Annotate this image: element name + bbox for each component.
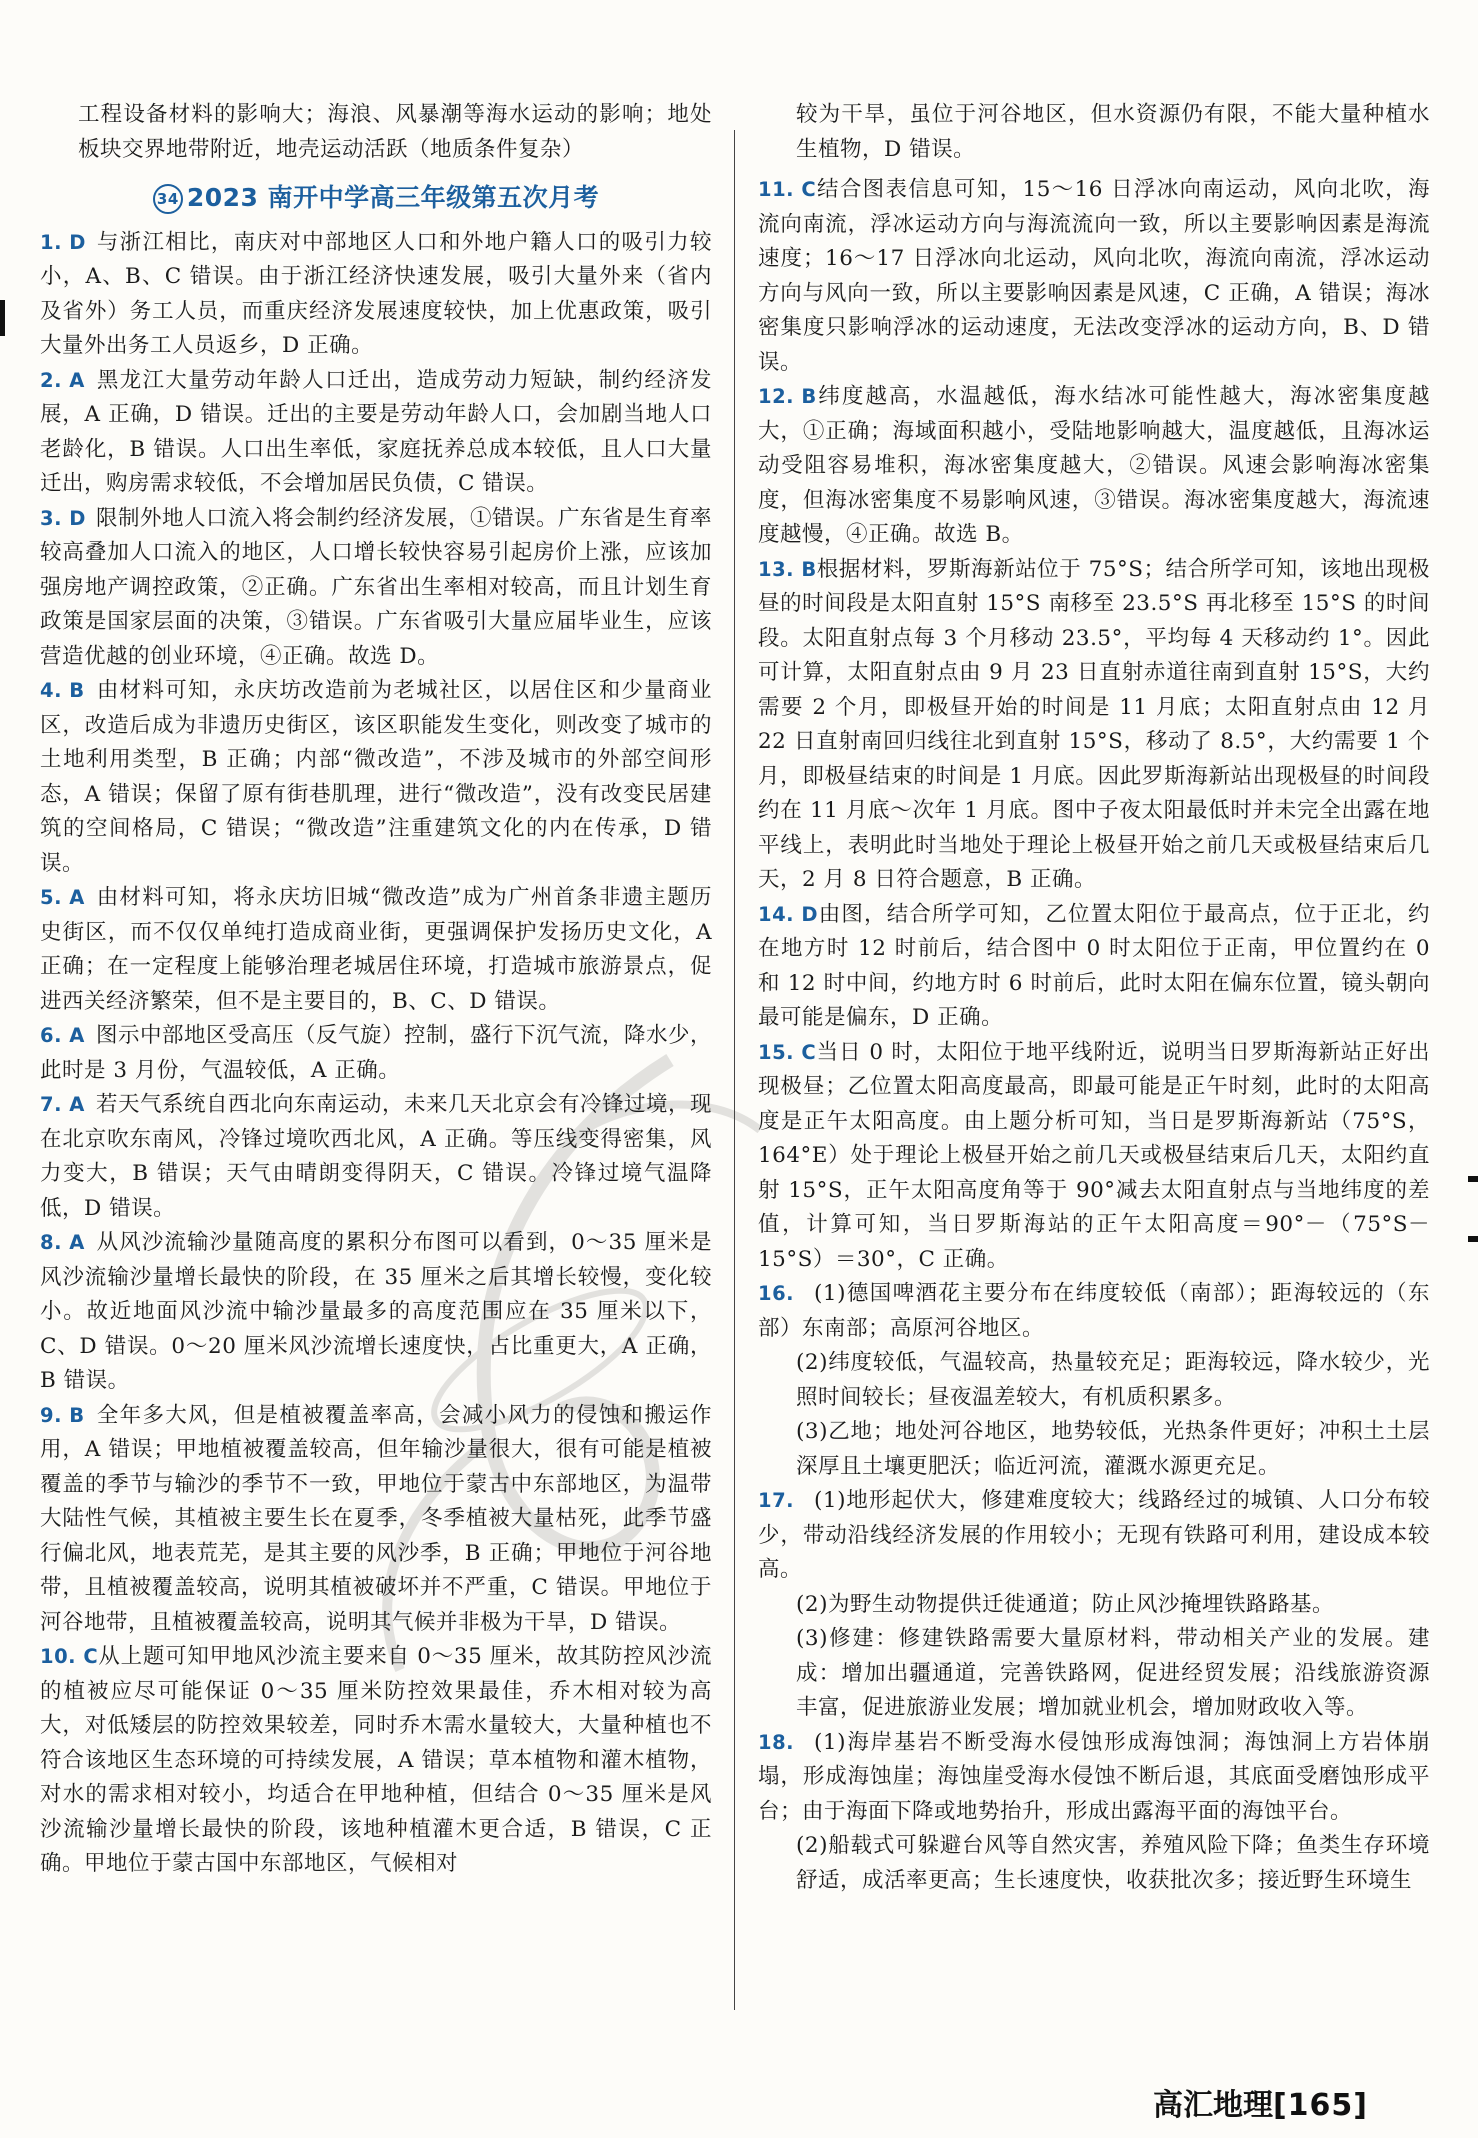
page-footer bbox=[1153, 2080, 1368, 2124]
answer-item bbox=[40, 364, 712, 502]
answer-tag: 10. C bbox=[40, 1645, 99, 1668]
answer-item bbox=[40, 1399, 712, 1641]
answer-tag: 6. A bbox=[40, 1024, 85, 1047]
answer-text: (1)海岸基岩不断受海水侵蚀形成海蚀洞；海蚀洞上方岩体崩塌，形成海蚀崖；海蚀崖受海水侵蚀不断后退，其底面受磨蚀形成平台；由于海面下降或地势抬升，形成出露海平面的海蚀平台。 bbox=[758, 1729, 1430, 1824]
answer-tag: 4. B bbox=[40, 679, 85, 702]
answer-text: 由图，结合所学可知，乙位置太阳位于最高点，位于正北，约在地方时 12 时前后，结合图中 0 时太阳位于正南，甲位置约在 0 和 12 时中间，约地方时 6 时前后，此时太阳在偏东位置，镜头朝向最可能是偏东，D 正确。 bbox=[758, 901, 1430, 1030]
answer-tag: 11. C bbox=[758, 178, 817, 201]
footer-book-label: 高汇地理 bbox=[1152, 2088, 1273, 2123]
answer-item bbox=[40, 1640, 712, 1882]
answer-subpart: (2)为野生动物提供迁徙通道；防止风沙掩埋铁路路基。 bbox=[796, 1591, 1334, 1617]
answer-item bbox=[40, 881, 712, 1019]
scan-edge-mark bbox=[1468, 1176, 1478, 1182]
answer-item bbox=[40, 1019, 712, 1088]
right-column bbox=[758, 98, 1430, 1898]
answer-item bbox=[758, 898, 1430, 1036]
right-intro-text: 较为干旱，虽位于河谷地区，但水资源仍有限，不能大量种植水生植物，D 错误。 bbox=[796, 102, 1430, 162]
left-column bbox=[40, 98, 712, 1882]
section-number-badge: 34 bbox=[153, 184, 183, 214]
answer-item bbox=[40, 1226, 712, 1399]
section-title bbox=[40, 181, 712, 216]
scan-edge-mark bbox=[1468, 1236, 1478, 1242]
scan-edge-mark bbox=[0, 300, 5, 336]
answer-tag: 7. A bbox=[40, 1093, 85, 1116]
answer-text: 由材料可知，将永庆坊旧城“微改造”成为广州首条非遗主题历史街区，而不仅仅单纯打造成商业街，更强调保护发扬历史文化，A 正确；在一定程度上能够治理老城居住环境，打造城市旅游景点，促进西关经济繁荣，但不是主要目的，B、C、D 错误。 bbox=[40, 885, 712, 1014]
answer-item bbox=[40, 226, 712, 364]
answer-subpart: (3)修建：修建铁路需要大量原材料，带动相关产业的发展。建成：增加出疆通道，完善铁路网，促进经贸发展；沿线旅游资源丰富，促进旅游业发展；增加就业机会，增加财政收入等。 bbox=[796, 1626, 1430, 1720]
column-divider bbox=[734, 130, 735, 2010]
answer-text: (1)地形起伏大，修建难度较大；线路经过的城镇、人口分布较少，带动沿线经济发展的作用较小；无现有铁路可利用，建设成本较高。 bbox=[758, 1488, 1430, 1582]
answer-text: 根据材料，罗斯海新站位于 75°S；结合所学可知，该地出现极昼的时间段是太阳直射 15°S 南移至 23.5°S 再北移至 15°S 的时间段。太阳直射点每 3 个月移动 23.5°，平均每 4 天移动约 1°。因此可计算，太阳直射点由 9 月 23 日直射赤道往南到直射 15°S，大约需要 2 个月，即极昼开始的时间是 11 月底；太阳直射点由 12 月 22 日直射南回归线往北到直射 15°S，移动了 8.5°，大约需要 1 个月，即极昼结束的时间是 1 月底。因此罗斯海新站出现极昼的时间段约在 11 月底～次年 1 月底。图中子夜太阳最低时并未完全出露在地平线上，表明此时当地处于理论上极昼开始之前几天或极昼结束后几天，2 月 8 日符合题意，B 正确。 bbox=[758, 556, 1430, 892]
answer-item bbox=[758, 1484, 1430, 1726]
answer-item bbox=[758, 553, 1430, 898]
answer-item bbox=[40, 1088, 712, 1226]
answer-text: 图示中部地区受高压（反气旋）控制，盛行下沉气流，降水少，此时是 3 月份，气温较低，A 正确。 bbox=[40, 1023, 713, 1083]
answer-subpart: (3)乙地；地处河谷地区，地势较低，光热条件更好；冲积土土层深厚且土壤更肥沃；临近河流，灌溉水源更充足。 bbox=[796, 1419, 1430, 1479]
answer-subpart: (2)船载式可躲避台风等自然灾害，养殖风险下降；鱼类生存环境舒适，成活率更高；生长速度快，收获批次多；接近野生环境生 bbox=[796, 1833, 1430, 1893]
answer-tag: 8. A bbox=[40, 1231, 85, 1254]
left-intro-text: 工程设备材料的影响大；海浪、风暴潮等海水运动的影响；地处板块交界地带附近，地壳运动活跃（地质条件复杂） bbox=[78, 102, 712, 162]
answer-tag: 9. B bbox=[40, 1403, 85, 1427]
answer-tag: 5. A bbox=[40, 886, 85, 909]
answer-subpart: (2)纬度较低，气温较高，热量较充足；距海较远，降水较少，光照时间较长；昼夜温差较大，有机质积累多。 bbox=[796, 1350, 1430, 1410]
page-number: [165] bbox=[1272, 2088, 1368, 2123]
answer-item bbox=[40, 674, 712, 881]
answer-text: 从上题可知甲地风沙流主要来自 0～35 厘米，故其防控风沙流的植被应尽可能保证 0～35 厘米防控效果最佳，乔木相对较为高大，对低矮层的防控效果较差，同时乔木需水量较大，大量种植也不符合该地区生态环境的可持续发展，A 错误；草本植物和灌木植物，对水的需求相对较小，均适合在甲地种植，但结合 0～35 厘米是风沙流输沙量增长最快的阶段，该地种植灌木更合适，B 错误，C 正确。甲地位于蒙古国中东部地区，气候相对 bbox=[40, 1644, 712, 1876]
section-title-text: 2023 南开中学高三年级第五次月考 bbox=[186, 183, 600, 212]
answer-text: 若天气系统自西北向东南运动，未来几天北京会有冷锋过境，现在北京吹东南风，冷锋过境吹西北风，A 正确。等压线变得密集，风力变大，B 错误；天气由晴朗变得阴天，C 错误。冷锋过境气温降低，D 错误。 bbox=[40, 1092, 713, 1221]
answer-text: 结合图表信息可知，15～16 日浮冰向南运动，风向北吹，海流向南流，浮冰运动方向与海流流向一致，所以主要影响因素是海流速度；16～17 日浮冰向北运动，风向北吹，海流向南流，浮冰运动方向与风向一致，所以主要影响因素是风速，C 正确，A 错误；海冰密集度只影响浮冰的运动速度，无法改变浮冰的运动方向，B、D 错误。 bbox=[758, 177, 1430, 375]
answer-text: 与浙江相比，南庆对中部地区人口和外地户籍人口的吸引力较小，A、B、C 错误。由于浙江经济快速发展，吸引大量外来（省内及省外）务工人员，而重庆经济发展速度较快，加上优惠政策，吸引大量外出务工人员返乡，D 正确。 bbox=[40, 229, 712, 358]
answer-text: 纬度越高，水温越低，海水结冰可能性越大，海冰密集度越大，①正确；海域面积越小，受陆地影响越大，温度越低，且海冰运动受阻容易堆积，海冰密集度越大，②错误。风速会影响海冰密集度，但海冰密集度不易影响风速，③错误。海冰密集度越大，海流速度越慢，④正确。故选 B。 bbox=[758, 384, 1430, 547]
answer-item bbox=[758, 1277, 1430, 1484]
answer-tag: 12. B bbox=[758, 385, 817, 408]
answer-item bbox=[758, 380, 1430, 553]
answer-tag: 16. bbox=[758, 1282, 795, 1305]
answer-item bbox=[758, 173, 1430, 380]
answer-tag: 1. D bbox=[40, 230, 86, 254]
answer-tag: 14. D bbox=[758, 902, 819, 926]
answer-tag: 13. B bbox=[758, 557, 817, 581]
answer-text: 全年多大风，但是植被覆盖率高，会减小风力的侵蚀和搬运作用，A 错误；甲地植被覆盖较高，但年输沙量很大，很有可能是植被覆盖的季节与输沙的季节不一致，甲地位于蒙古中东部地区，为温带大陆性气候，其植被主要生长在夏季，冬季植被大量枯死，此季节盛行偏北风，地表荒芜，是其主要的风沙季，B 正确；甲地位于河谷地带，且植被覆盖较高，说明其植被破坏并不严重，C 错误。甲地位于河谷地带，且植被覆盖较高，说明其气候并非极为干旱，D 错误。 bbox=[40, 1402, 712, 1635]
answer-tag: 17. bbox=[758, 1489, 795, 1512]
answer-text: (1)德国啤酒花主要分布在纬度较低（南部）；距海较远的（东部）东南部；高原河谷地区。 bbox=[758, 1281, 1430, 1341]
answer-tag: 18. bbox=[758, 1730, 795, 1754]
answer-item bbox=[758, 1036, 1430, 1278]
answer-text: 由材料可知，永庆坊改造前为老城社区，以居住区和少量商业区，改造后成为非遗历史街区，该区职能发生变化，则改变了城市的土地利用类型，B 正确；内部“微改造”，不涉及城市的外部空间形态，A 错误；保留了原有街巷肌理，进行“微改造”，没有改变民居建筑的空间格局，C 错误；“微改造”注重建筑文化的内在传承，D 错误。 bbox=[40, 678, 712, 876]
answer-tag: 2. A bbox=[40, 368, 85, 392]
answer-text: 从风沙流输沙量随高度的累积分布图可以看到，0～35 厘米是风沙流输沙量增长最快的阶段，在 35 厘米之后其增长较慢，变化较小。故近地面风沙流中输沙量最多的高度范围应在 35 厘米以下，C、D 错误。0～20 厘米风沙流增长速度快，占比重更大，A 正确，B 错误。 bbox=[40, 1230, 712, 1393]
answer-item bbox=[758, 1726, 1430, 1899]
answer-text: 黑龙江大量劳动年龄人口迁出，造成劳动力短缺，制约经济发展，A 正确，D 错误。迁出的主要是劳动年龄人口，会加剧当地人口老龄化，B 错误。人口出生率低，家庭抚养总成本较低，且人口大量迁出，购房需求较低，不会增加居民负债，C 错误。 bbox=[40, 367, 712, 496]
answer-item bbox=[40, 502, 712, 675]
answer-tag: 3. D bbox=[40, 506, 86, 530]
answer-text: 限制外地人口流入将会制约经济发展，①错误。广东省是生育率较高叠加人口流入的地区，人口增长较快容易引起房价上涨，应该加强房地产调控政策，②正确。广东省出生率相对较高，而且计划生育政策是国家层面的决策，③错误。广东省吸引大量应届毕业生，应该营造优越的创业环境，④正确。故选 D。 bbox=[40, 505, 713, 669]
answer-tag: 15. C bbox=[758, 1040, 817, 1064]
answer-text: 当日 0 时，太阳位于地平线附近，说明当日罗斯海新站正好出现极昼；乙位置太阳高度最高，即最可能是正午时刻，此时的太阳高度是正午太阳高度。由上题分析可知，当日是罗斯海新站（75°S，164°E）处于理论上极昼开始之前几天或极昼结束后几天，太阳约直射 15°S，正午太阳高度角等于 90°减去太阳直射点与当地纬度的差值，计算可知，当日罗斯海站的正午太阳高度＝90°－（75°S－15°S）＝30°，C 正确。 bbox=[758, 1039, 1430, 1272]
